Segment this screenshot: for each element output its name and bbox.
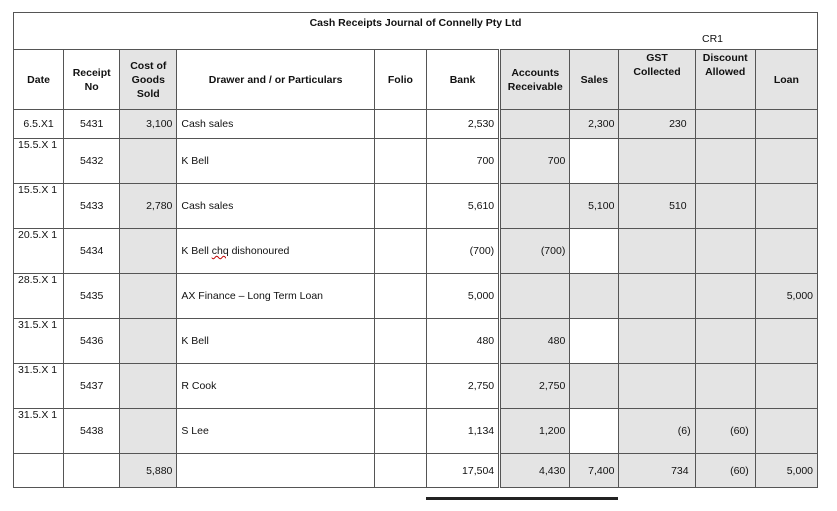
cell-date: 31.5.X 1 [14,364,64,409]
cell-gst [619,139,695,184]
table-row [14,364,818,409]
cell-gst [619,274,695,319]
cash-receipts-journal [13,12,818,488]
cell-ar [500,274,570,319]
cell-date: 15.5.X 1 [14,184,64,229]
cell-particulars: K Bell [177,139,374,184]
cell-receipt: 5434 [64,229,120,274]
cell-folio [374,139,426,184]
header-discount: Discount Allowed [695,50,755,110]
cell-loan [755,184,817,229]
cell-particulars: R Cook [177,364,374,409]
cell-date: 28.5.X 1 [14,274,64,319]
cell-ar: 1,200 [500,409,570,454]
cell-folio [374,274,426,319]
header-sales: Sales [570,50,619,110]
cell-particulars: Cash sales [177,110,374,139]
cell-folio [374,110,426,139]
cell-date: 31.5.X 1 [14,409,64,454]
table-row [14,274,818,319]
totals-row [14,454,818,488]
cell-discount [695,274,755,319]
cell-loan [755,409,817,454]
totals-double-underline [426,497,618,500]
table-row [14,319,818,364]
cell-discount: (60) [695,409,755,454]
cell-bank: 480 [426,319,499,364]
header-row [14,50,818,110]
table-row [14,409,818,454]
cell-bank: 2,530 [426,110,499,139]
cell-receipt: 5431 [64,110,120,139]
cell-receipt: 5435 [64,274,120,319]
cell-sales: 2,300 [570,110,619,139]
total-sales: 7,400 [570,454,619,488]
cell-date: 31.5.X 1 [14,319,64,364]
cell-loan [755,229,817,274]
cell-folio [374,409,426,454]
cell-bank: 2,750 [426,364,499,409]
cell-cogs: 3,100 [120,110,177,139]
cell-receipt: 5437 [64,364,120,409]
total-discount: (60) [695,454,755,488]
cell-loan [755,110,817,139]
cell-receipt: 5432 [64,139,120,184]
particulars-text: dishonoured [228,245,290,257]
table-row [14,229,818,274]
cell-bank: (700) [426,229,499,274]
cell-cogs: 2,780 [120,184,177,229]
cell-bank: 5,000 [426,274,499,319]
cell-sales [570,364,619,409]
cell-sales [570,139,619,184]
cell-date: 15.5.X 1 [14,139,64,184]
cell-ar [500,184,570,229]
total-bank: 17,504 [426,454,499,488]
cell-particulars: S Lee [177,409,374,454]
table-row [14,110,818,139]
cell-cogs [120,274,177,319]
cell-gst: (6) [619,409,695,454]
cell-bank: 5,610 [426,184,499,229]
cell-bank: 1,134 [426,409,499,454]
header-drawer: Drawer and / or Particulars [177,50,374,110]
cell-receipt: 5438 [64,409,120,454]
cell-gst: 230 [619,110,695,139]
cell-particulars: AX Finance – Long Term Loan [177,274,374,319]
cell-loan: 5,000 [755,274,817,319]
cell-cogs [120,319,177,364]
cell-folio [374,184,426,229]
cell-ar: 480 [500,319,570,364]
total-cogs: 5,880 [120,454,177,488]
cell-folio [374,319,426,364]
cell-sales [570,274,619,319]
cell-particulars [177,229,374,274]
cell-receipt: 5433 [64,184,120,229]
cell-particulars: K Bell [177,319,374,364]
cell-gst [619,364,695,409]
total-loan: 5,000 [755,454,817,488]
journal-title: Cash Receipts Journal of Connelly Pty Ltd [309,17,522,29]
cell-sales: 5,100 [570,184,619,229]
total-receipt [64,454,120,488]
cell-discount [695,229,755,274]
cell-particulars: Cash sales [177,184,374,229]
total-gst: 734 [619,454,695,488]
cell-gst [619,229,695,274]
cell-date: 6.5.X1 [14,110,64,139]
cell-ar: (700) [500,229,570,274]
journal-reference: CR1 [702,33,724,45]
cell-ar: 700 [500,139,570,184]
cell-discount [695,364,755,409]
cell-gst [619,319,695,364]
header-date: Date [14,50,64,110]
header-gst: GST Collected [619,50,695,110]
cell-receipt: 5436 [64,319,120,364]
cell-cogs [120,229,177,274]
cell-folio [374,229,426,274]
header-receipt-no: Receipt No [64,50,120,110]
header-bank: Bank [426,50,499,110]
total-particulars [177,454,374,488]
cell-sales [570,409,619,454]
total-ar: 4,430 [500,454,570,488]
cell-ar [500,110,570,139]
cell-bank: 700 [426,139,499,184]
cell-cogs [120,364,177,409]
total-folio [374,454,426,488]
journal-title-cell [14,13,818,50]
cell-folio [374,364,426,409]
table-row [14,139,818,184]
cell-loan [755,364,817,409]
cell-sales [570,319,619,364]
header-cogs: Cost of Goods Sold [120,50,177,110]
header-folio: Folio [374,50,426,110]
cell-discount [695,110,755,139]
cell-gst: 510 [619,184,695,229]
particulars-abbrev: chq [211,245,229,257]
cell-cogs [120,409,177,454]
header-accounts-receivable: Accounts Receivable [500,50,570,110]
cell-discount [695,139,755,184]
total-date [14,454,64,488]
cell-ar: 2,750 [500,364,570,409]
particulars-text: K Bell [181,245,212,257]
table-row [14,184,818,229]
cell-discount [695,184,755,229]
cell-sales [570,229,619,274]
cell-loan [755,139,817,184]
cell-loan [755,319,817,364]
cell-discount [695,319,755,364]
cell-date: 20.5.X 1 [14,229,64,274]
header-loan: Loan [755,50,817,110]
cell-cogs [120,139,177,184]
